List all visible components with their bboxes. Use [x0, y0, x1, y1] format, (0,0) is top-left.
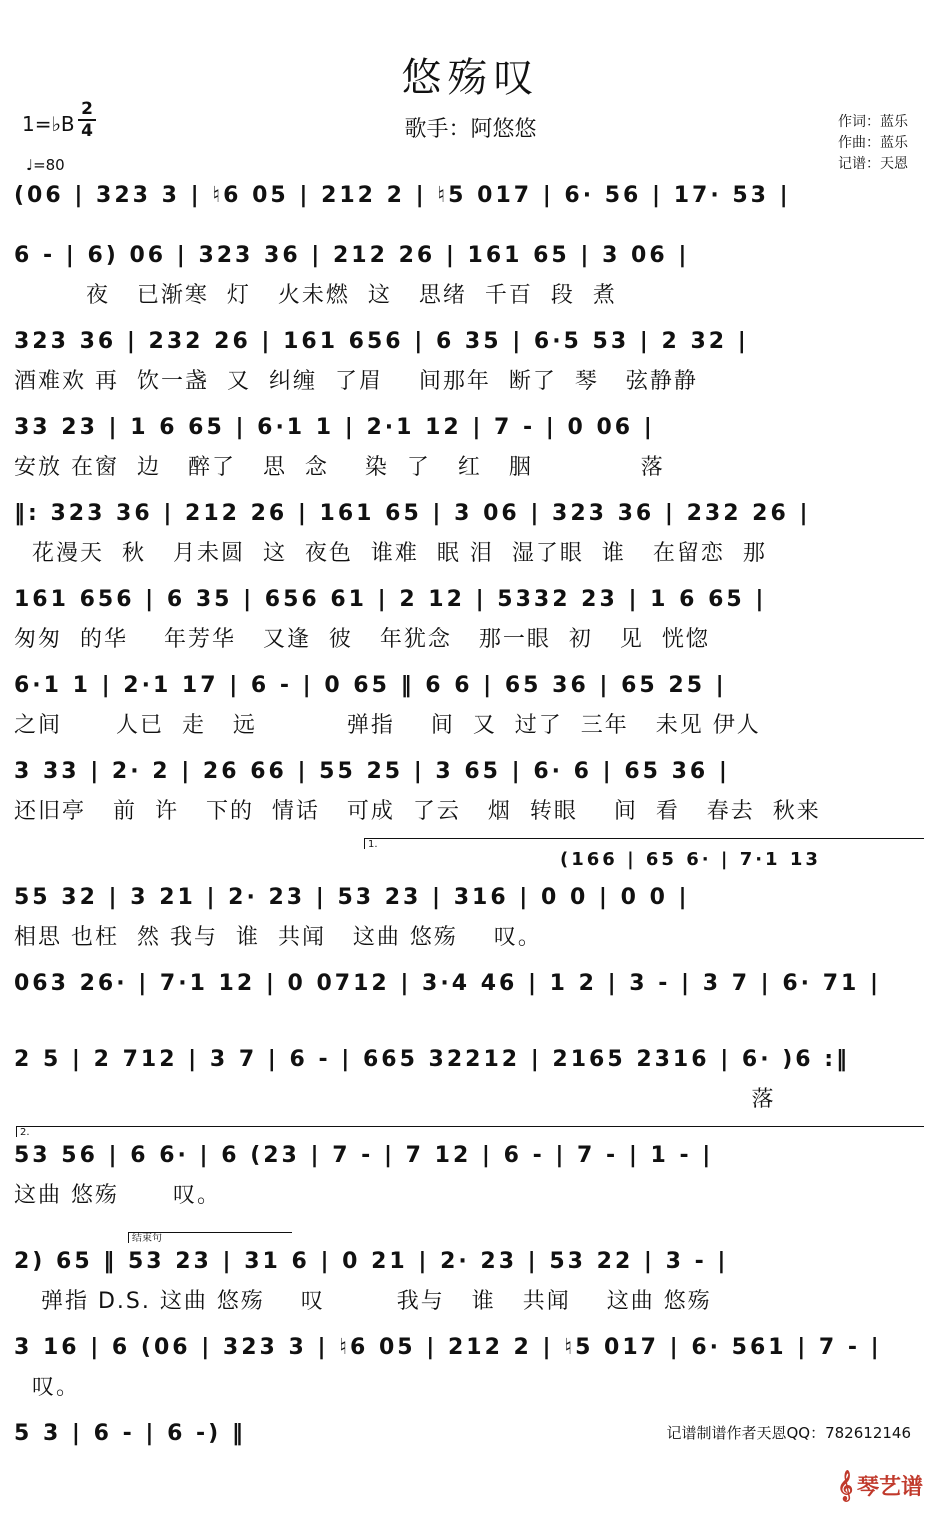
notation-line: 53 56 | 6 6· | 6 (23 | 7 - | 7 12 | 6 - | 7 - | 1 - |	[14, 1143, 714, 1168]
notation-line: 2 5 | 2 712 | 3 7 | 6 - | 665 32212 | 2165 2316 | 6· )6 :‖	[14, 1047, 851, 1072]
lyric-line: 叹。	[14, 1375, 80, 1400]
notation-line: (06 | 323 3 | ♮6 05 | 212 2 | ♮5 017 | 6· 56 | 17· 53 |	[14, 183, 791, 208]
lyric-line: 花漫天 秋 月未圆 这 夜色 谁难 眠 泪 湿了眼 谁 在留恋 那	[14, 541, 767, 566]
notation-line: (166 | 65 6· | 7·1 13	[560, 849, 821, 870]
notation-line: 33 23 | 1 6 65 | 6·1 1 | 2·1 12 | 7 - | 0 06 |	[14, 415, 655, 440]
lyric-line: 落	[14, 1087, 776, 1112]
lyricist-credit: 作词：蓝乐	[838, 114, 908, 130]
transcriber-credit: 记谱：天恩	[838, 156, 908, 172]
notation-line: 6 - | 6) 06 | 323 36 | 212 26 | 161 65 | 3 06 |	[14, 243, 690, 268]
lyric-line: 这曲 悠殇 叹。	[14, 1183, 221, 1208]
logo-text: 琴艺谱	[856, 1475, 923, 1500]
notation-line: ‖: 323 36 | 212 26 | 161 65 | 3 06 | 323 36 | 232 26 |	[14, 501, 811, 526]
lyric-line: 还旧亭 前 许 下的 情话 可成 了云 烟 转眼 间 看 春去 秋来	[14, 799, 821, 824]
lyric-line: 酒难欢 再 饮一盏 又 纠缠 了眉 间那年 断了 琴 弦静静	[14, 369, 698, 394]
second-ending-bracket: 2.	[16, 1126, 924, 1137]
tempo-marking: ♩=80	[26, 156, 65, 174]
site-logo	[838, 1470, 923, 1502]
lyric-line: 夜 已渐寒 灯 火未燃 这 思绪 千百 段 煮	[14, 283, 617, 308]
lyric-line: 弹指 D.S. 这曲 悠殇 叹 我与 谁 共闻 这曲 悠殇	[14, 1289, 712, 1314]
notation-line: 6·1 1 | 2·1 17 | 6 - | 0 65 ‖ 6 6 | 65 36 | 65 25 |	[14, 673, 727, 698]
transcriber-contact: 记谱制谱作者天恩QQ：782612146	[666, 1424, 911, 1442]
notation-line: 161 656 | 6 35 | 656 61 | 2 12 | 5332 23 | 1 6 65 |	[14, 587, 767, 612]
notation-line: 5 3 | 6 - | 6 -) ‖	[14, 1421, 246, 1446]
notation-line: 3 33 | 2· 2 | 26 66 | 55 25 | 3 65 | 6· 6 | 65 36 |	[14, 759, 730, 784]
credits	[838, 112, 908, 175]
time-signature	[78, 100, 96, 140]
time-signature-bottom: 4	[81, 121, 93, 141]
page-title: 悠殇叹	[401, 55, 540, 101]
first-ending-bracket: 1.	[364, 838, 924, 849]
lyric-line: 匆匆 的华 年芳华 又逢 彼 年犹念 那一眼 初 见 恍惚	[14, 627, 710, 652]
time-signature-top: 2	[81, 99, 93, 119]
singer-label: 歌手：阿悠悠	[404, 117, 537, 142]
notation-line: 55 32 | 3 21 | 2· 23 | 53 23 | 316 | 0 0 | 0 0 |	[14, 885, 690, 910]
notation-line: 063 26· | 7·1 12 | 0 0712 | 3·4 46 | 1 2 | 3 - | 3 7 | 6· 71 |	[14, 971, 882, 996]
lyric-line: 相思 也枉 然 我与 谁 共闻 这曲 悠殇 叹。	[14, 925, 542, 950]
lyric-line: 之间 人已 走 远 弹指 间 又 过了 三年 未见 伊人	[14, 713, 761, 738]
key-signature: 1=♭B	[22, 112, 75, 136]
notation-line: 323 36 | 232 26 | 161 656 | 6 35 | 6·5 53 | 2 32 |	[14, 329, 749, 354]
notation-line: 3 16 | 6 (06 | 323 3 | ♮6 05 | 212 2 | ♮5 017 | 6· 561 | 7 - |	[14, 1335, 882, 1360]
composer-credit: 作曲：蓝乐	[838, 135, 908, 151]
notation-line: 2) 65 ‖ 53 23 | 31 6 | 0 21 | 2· 23 | 53 22 | 3 - |	[14, 1249, 729, 1274]
piano-note-icon: 𝄞	[837, 1471, 853, 1501]
lyric-line: 安放 在窗 边 醉了 思 念 染 了 红 胭 落	[14, 455, 665, 480]
ending-phrase-bracket: 结束句	[128, 1232, 292, 1243]
